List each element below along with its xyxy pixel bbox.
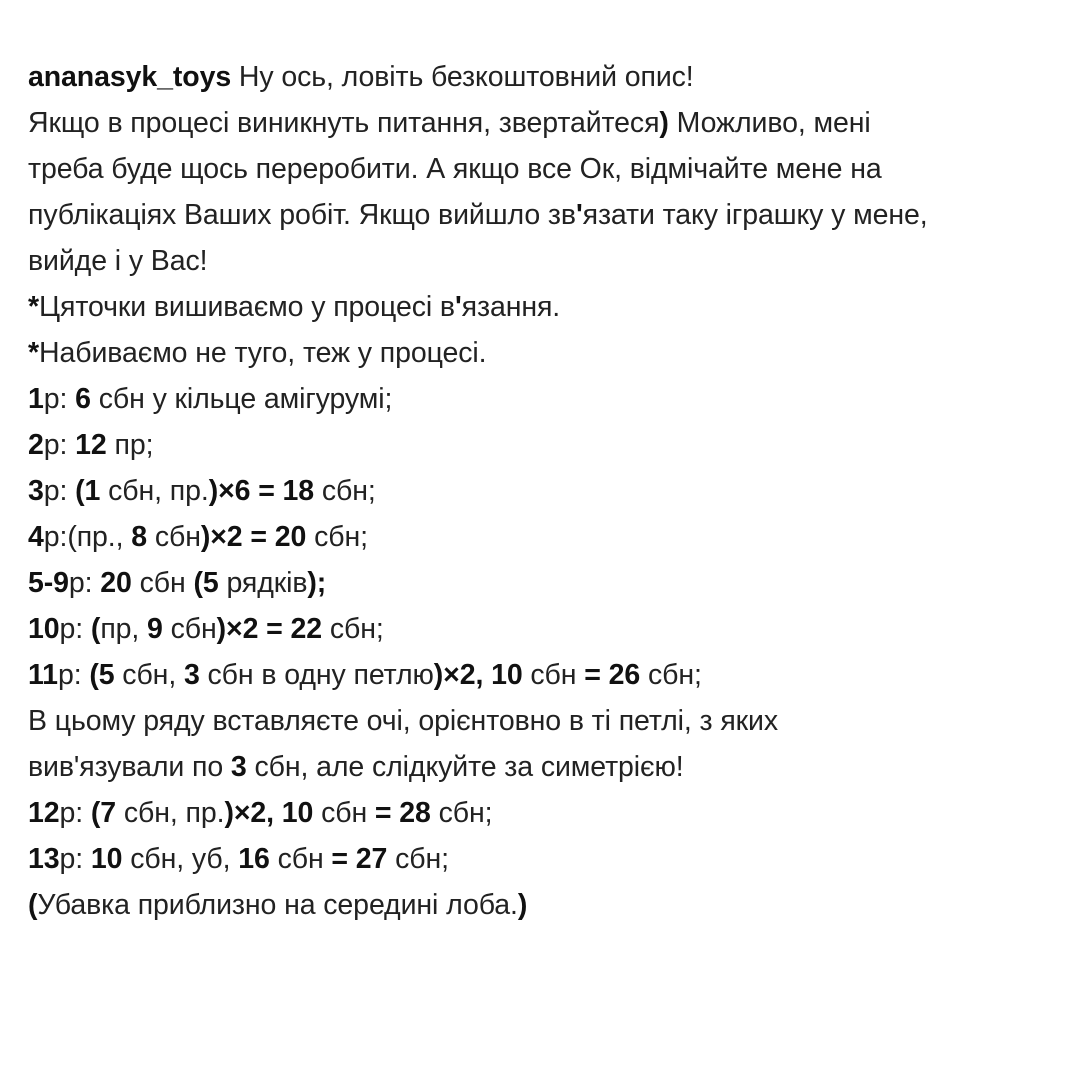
text-span: пр,	[100, 613, 148, 645]
text-span: р:	[43, 383, 76, 415]
text-span: Убавка приблизно на середині лоба.	[37, 889, 518, 921]
text-span: сбн	[269, 843, 332, 875]
row-13	[28, 836, 1068, 882]
caption-line-3	[28, 146, 1068, 192]
text-span: 3	[183, 659, 200, 691]
row-5-9	[28, 560, 1068, 606]
caption-line-5	[28, 238, 1068, 284]
text-span: сбн	[162, 613, 217, 645]
text-span: 8	[131, 521, 148, 553]
text-span: 10	[28, 613, 60, 645]
text-span: сбн,	[114, 659, 184, 691]
row-2	[28, 422, 1068, 468]
text-span: (7	[90, 797, 117, 829]
text-span: 3	[28, 475, 44, 507]
text-span: *	[28, 291, 39, 323]
text-span: В цьому ряду вставляєте очі, орієнтовно в ті петлі, з яких	[28, 705, 779, 737]
text-span: 2	[28, 429, 44, 461]
text-span: 10	[90, 843, 123, 875]
text-span: вив'язували по	[28, 751, 231, 783]
text-span: сбн;	[387, 843, 449, 875]
text-span: р:	[43, 429, 76, 461]
text-span: Якщо в процесі виникнуть питання, звертайтеся	[28, 107, 660, 139]
text-span: сбн;	[306, 521, 368, 553]
text-span: сбн;	[314, 475, 376, 507]
row-12	[28, 790, 1068, 836]
text-span: )×2, 10	[224, 797, 314, 829]
text-span: );	[307, 567, 327, 599]
caption-text	[28, 54, 1068, 928]
text-span: 9	[147, 613, 163, 645]
text-span: )	[659, 107, 669, 139]
text-span: 11	[28, 659, 58, 691]
text-span: )×2 = 22	[216, 613, 323, 645]
text-span: )	[517, 889, 528, 921]
text-span: )×6 = 18	[208, 475, 315, 507]
text-span: 12	[75, 429, 107, 461]
text-span: 16	[238, 843, 270, 875]
text-span: язання.	[461, 291, 561, 323]
text-span: (5	[89, 659, 115, 691]
text-span: сбн, уб,	[122, 843, 239, 875]
text-span: р:	[68, 567, 101, 599]
text-span: 3	[230, 751, 247, 783]
text-span: сбн, пр.	[100, 475, 209, 507]
row-10	[28, 606, 1068, 652]
text-span: сбн у кільце амігурумі;	[90, 383, 393, 415]
text-span: (	[90, 613, 101, 645]
row-1	[28, 376, 1068, 422]
text-span: Набиваємо не туго, теж у процесі.	[39, 337, 487, 369]
username-link[interactable]: ananasyk_toys	[28, 61, 232, 93]
text-span: сбн	[522, 659, 585, 691]
text-span: *	[28, 337, 39, 369]
caption-line-1	[28, 54, 1068, 100]
note-stuffing	[28, 330, 1068, 376]
row-3	[28, 468, 1068, 514]
text-span: Можливо, мені	[668, 107, 871, 139]
text-span: )×2 = 20	[200, 521, 307, 553]
text-span: треба буде щось переробити. А якщо все Ок, відмічайте мене на	[28, 153, 882, 185]
text-span: публікаціях Ваших робіт. Якщо вийшло зв	[28, 199, 576, 231]
text-span: 1	[28, 383, 44, 415]
text-span: сбн, але слідкуйте за симетрією!	[246, 751, 684, 783]
text-span: сбн;	[640, 659, 702, 691]
text-span: сбн	[147, 521, 201, 553]
text-span: 20	[100, 567, 132, 599]
text-span: пр;	[106, 429, 154, 461]
caption-line-2	[28, 100, 1068, 146]
row-4	[28, 514, 1068, 560]
text-span: 13	[28, 843, 60, 875]
text-span: 12	[28, 797, 60, 829]
note-embroider	[28, 284, 1068, 330]
text-span: сбн	[313, 797, 375, 829]
row-11	[28, 652, 1068, 698]
text-span: '	[454, 291, 462, 323]
text-span: р:	[59, 843, 91, 875]
text-span: '	[575, 199, 583, 231]
text-span: язати таку іграшку у мене,	[582, 199, 928, 231]
text-span: = 28	[374, 797, 431, 829]
text-span: р:	[57, 659, 90, 691]
text-span: рядків	[218, 567, 308, 599]
text-span: сбн;	[322, 613, 384, 645]
text-span: 4	[28, 521, 44, 553]
text-span: сбн, пр.	[116, 797, 225, 829]
text-span: 6	[75, 383, 91, 415]
text-span: р:	[59, 613, 91, 645]
text-span: (5	[193, 567, 219, 599]
text-span: сбн	[131, 567, 194, 599]
intro-text: Ну ось, ловіть безкоштовний опис!	[238, 61, 694, 93]
eyes-note-line-1	[28, 698, 1068, 744]
text-span: р:	[59, 797, 91, 829]
eyes-note-line-2	[28, 744, 1068, 790]
text-span: 5-9	[28, 567, 69, 599]
text-span: сбн;	[430, 797, 493, 829]
text-span: )×2, 10	[433, 659, 523, 691]
text-span: Цяточки вишиваємо у процесі в	[39, 291, 455, 323]
text-span: вийде і у Вас!	[28, 245, 208, 277]
text-span: (	[28, 889, 38, 921]
text-span: = 27	[331, 843, 388, 875]
text-span: (1	[75, 475, 101, 507]
text-span: = 26	[584, 659, 641, 691]
final-note	[28, 882, 1068, 928]
caption-line-4	[28, 192, 1068, 238]
text-span: р:	[43, 475, 76, 507]
text-span: р:(пр.,	[43, 521, 132, 553]
text-span: сбн в одну петлю	[199, 659, 434, 691]
